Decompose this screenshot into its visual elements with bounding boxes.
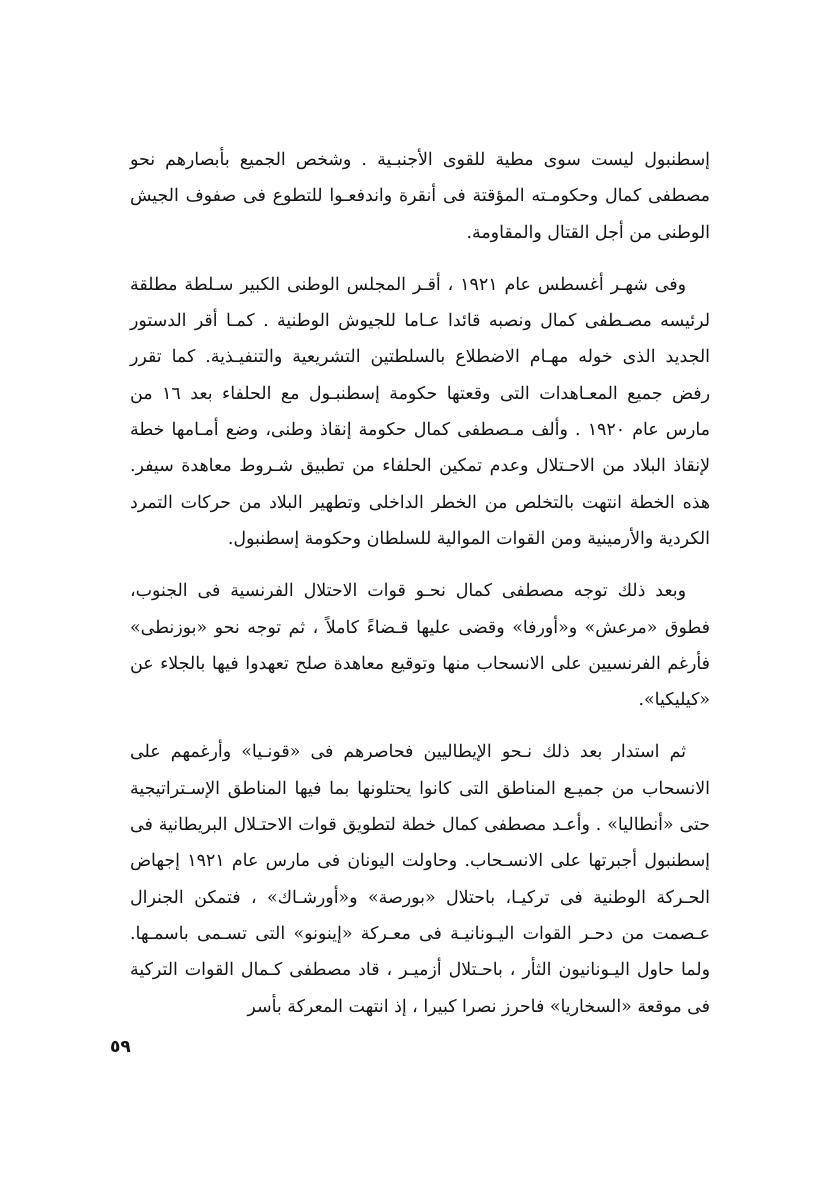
body-text: [130, 142, 710, 1025]
paragraph: إسطنبول ليست سوى مطية للقوى الأجنبـية . وشخص الجميع بأبصارهم نحو مصطفى كمال وحكومـته المؤقتة فى أنقرة واندفعـوا للتطوع فى صفوف الجيش الوطنى من أجل القتال والمقاومة.: [130, 150, 710, 243]
paragraph: وبعد ذلك توجه مصطفى كمال نحـو قوات الاحتلال الفرنسية فى الجنوب، فطوق «مرعش» و«أورفا» وقضى عليها قـضاءً كاملاً ، ثم توجه نحو «بوزنطى» فأرغم الفرنسيين على الانسحاب منها وتوقيع معاهدة صلح تعهدوا فيها بالجلاء عن «كيليكيا».: [130, 581, 710, 711]
paragraph: ثم استدار بعد ذلك نـحو الإيطاليين فحاصرهم فى «قونـيا» وأرغمهم على الانسحاب من جميـع المناطق التى كانوا يحتلونها بما فيها المناطق الإسـتراتيجية حتى «أنطاليا» . وأعـد مصطفى كمال خطة لتطويق قوات الاحتـلال البريطانية فى إسطنبول أجبرتها على الانسـحاب. وحاولت اليونان فى مارس عام ١٩٢١ إجهاض الحـركة الوطنية فى تركيـا، باحتلال «بورصة» و«أورشـاك» ، فتمكن الجنرال عـصمت من دحـر القوات اليـونانيـة فى معـركة «إينونو» التى تسـمى باسمـها. ولما حاول اليـونانيون الثأر ، باحـتلال أزميـر ، قاد مصطفى كـمال القوات التركية فى موقعة «السخاريا» فاحرز نصرا كبيرا ، إذ انتهت المعركة بأسر: [130, 742, 710, 1017]
paragraph: وفى شهـر أغسطس عام ١٩٢١ ، أقـر المجلس الوطنى الكبير سـلطة مطلقة لرئيسه مصـطفى كمال ونصبه قائدا عـاما للجيوش الوطنية . كمـا أقر الدستور الجديد الذى خوله مهـام الاضطلاع بالسلطتين التشريعية والتنفيـذية. كما تقرر رفض جميع المعـاهدات التى وقعتها حكومة إسطنبـول مع الحلفاء بعد ١٦ من مارس عام ١٩٢٠ . وألف مـصطفى كمال حكومة إنقاذ وطنى، وضع أمـامها خطة لإنقاذ البلاد من الاحـتلال وعدم تمكين الحلفاء من تطبيق شـروط معاهدة سيفر. هذه الخطة انتهت بالتخلص من الخطر الداخلى وتطهير البلاد من حركات التمرد الكردية والأرمينية ومن القوات الموالية للسلطان وحكومة إسطنبول.: [130, 274, 711, 549]
page-number: ٥٩: [110, 1037, 131, 1057]
